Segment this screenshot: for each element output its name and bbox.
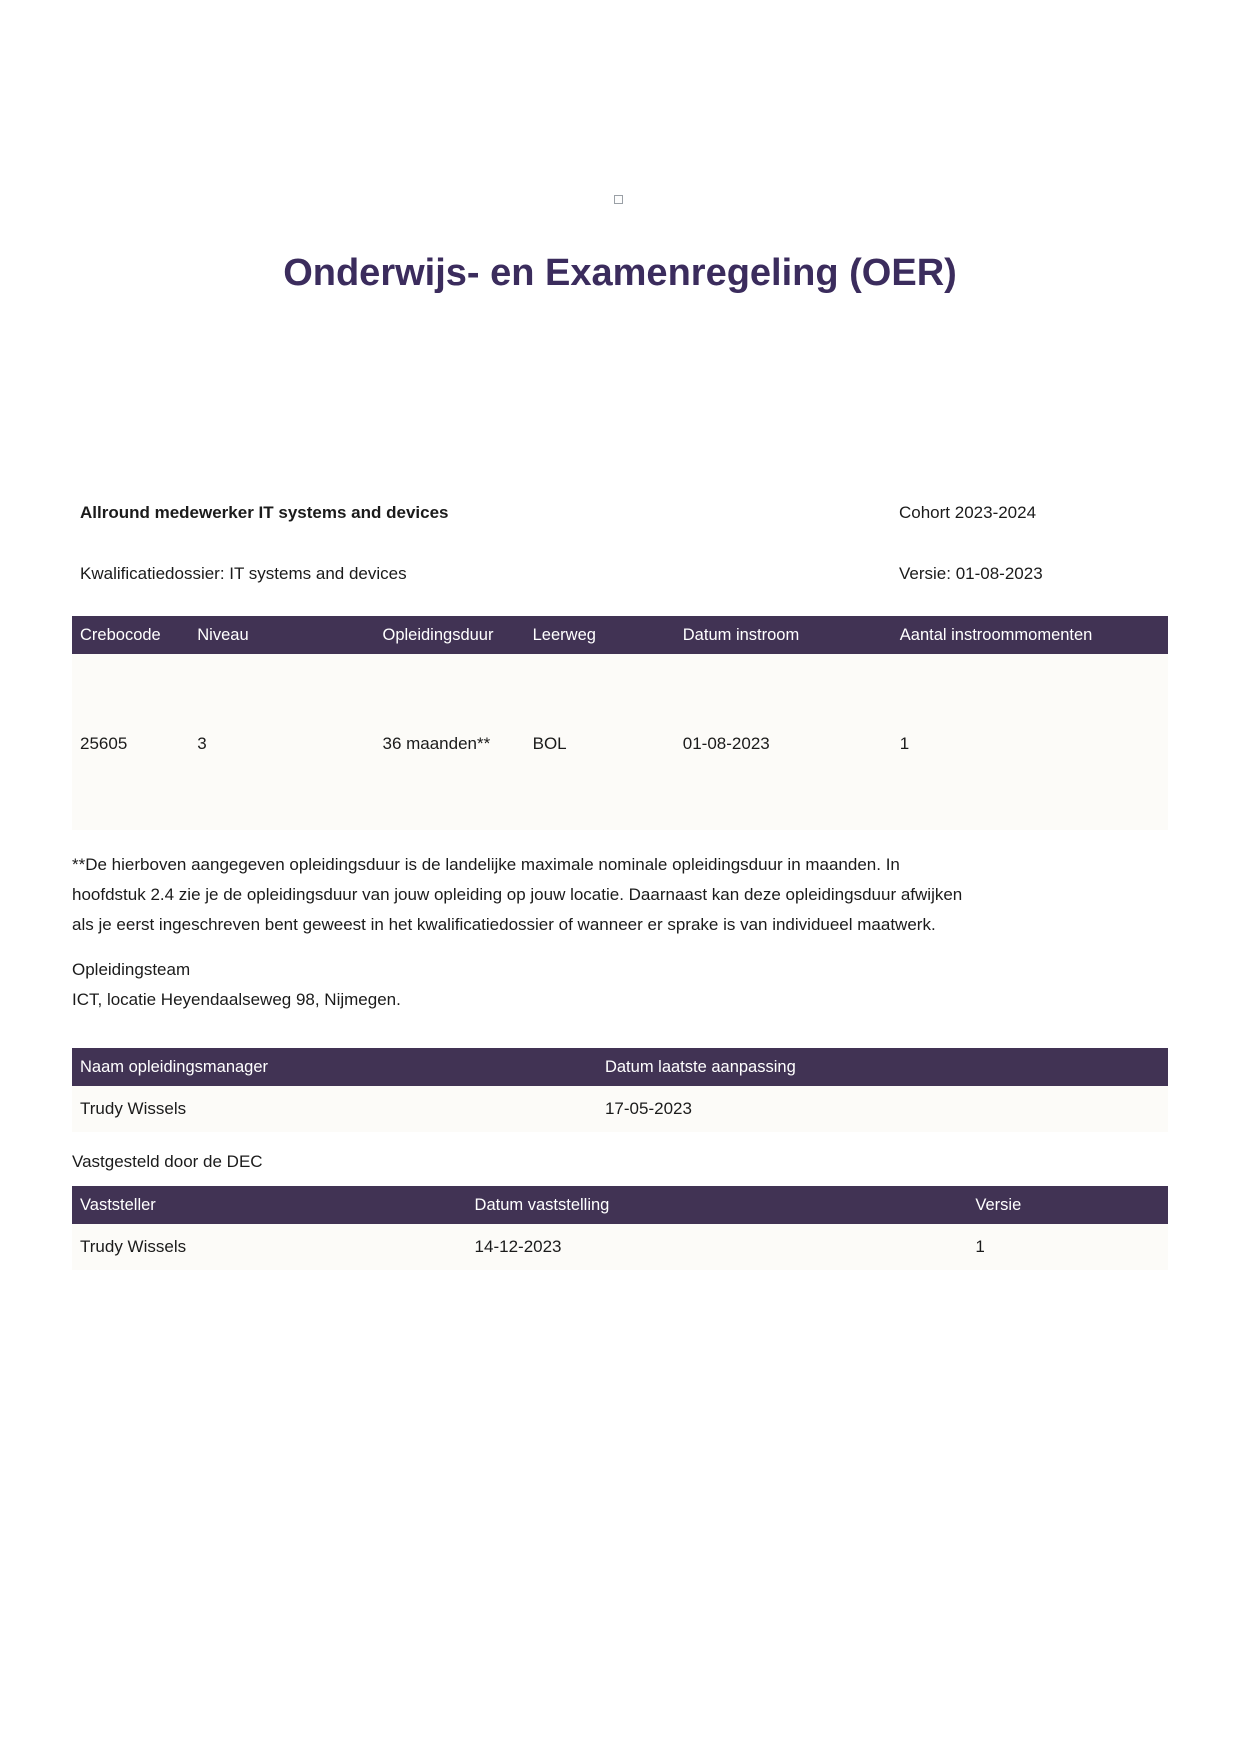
dossier-version-row xyxy=(72,563,1168,585)
program-cohort-row xyxy=(72,502,1168,524)
column-header-leerweg: Leerweg xyxy=(532,625,596,644)
team-section xyxy=(72,955,1168,1015)
team-location: ICT, locatie Heyendaalseweg 98, Nijmegen. xyxy=(72,990,401,1009)
column-header-datum-vaststelling: Datum vaststelling xyxy=(474,1195,610,1214)
approval-table-header xyxy=(72,1186,1168,1224)
versie-value: 1 xyxy=(975,1237,985,1256)
duration-note-line: als je eerst ingeschreven bent geweest in het kwalificatiedossier of wanneer er sprake is van individueel maatwerk. xyxy=(72,915,936,934)
aantal-instroommomenten-value: 1 xyxy=(899,734,910,753)
approval-table-row xyxy=(72,1224,1168,1270)
datum-instroom-value: 01-08-2023 xyxy=(682,734,770,753)
missing-image-placeholder-icon xyxy=(614,195,623,204)
manager-table-header xyxy=(72,1048,1168,1086)
approval-table xyxy=(72,1186,1168,1270)
column-header-naam-opleidingsmanager: Naam opleidingsmanager xyxy=(80,1057,269,1076)
column-header-datum-instroom: Datum instroom xyxy=(682,625,800,644)
intake-table-row xyxy=(72,654,1168,830)
column-header-vaststeller: Vaststeller xyxy=(80,1195,156,1214)
column-header-aantal-instroommomenten: Aantal instroommomenten xyxy=(899,625,1093,644)
manager-table-row xyxy=(72,1086,1168,1132)
column-header-crebocode: Crebocode xyxy=(80,625,161,644)
page-title: Onderwijs- en Examenregeling (OER) xyxy=(283,252,957,294)
versie-label: Versie: 01-08-2023 xyxy=(899,564,1043,583)
duration-note-line: hoofdstuk 2.4 zie je de opleidingsduur van jouw opleiding op jouw locatie. Daarnaast kan deze opleidingsduur afwijken xyxy=(72,885,963,904)
kwalificatiedossier-label: Kwalificatiedossier: IT systems and devices xyxy=(80,564,407,583)
duration-note-line: **De hierboven aangegeven opleidingsduur is de landelijke maximale nominale opleidingsduur in maanden. In xyxy=(72,855,900,874)
column-header-datum-laatste-aanpassing: Datum laatste aanpassing xyxy=(604,1057,796,1076)
column-header-versie: Versie xyxy=(975,1195,1022,1214)
manager-table xyxy=(72,1048,1168,1132)
intake-table xyxy=(72,616,1168,830)
vaststeller-value: Trudy Wissels xyxy=(80,1237,187,1256)
intake-table-header xyxy=(72,616,1168,654)
niveau-value: 3 xyxy=(197,734,207,753)
opleidingsduur-value: 36 maanden** xyxy=(382,734,491,753)
leerweg-value: BOL xyxy=(532,734,567,753)
column-header-opleidingsduur: Opleidingsduur xyxy=(382,625,494,644)
program-name: Allround medewerker IT systems and devices xyxy=(80,503,449,522)
cohort-label: Cohort 2023-2024 xyxy=(899,503,1037,522)
datum-vaststelling-value: 14-12-2023 xyxy=(474,1237,562,1256)
column-header-niveau: Niveau xyxy=(197,625,249,644)
approval-heading: Vastgesteld door de DEC xyxy=(72,1152,263,1171)
team-label: Opleidingsteam xyxy=(72,960,191,979)
duration-note xyxy=(72,850,1168,940)
crebocode-value: 25605 xyxy=(80,734,128,753)
opleidingsmanager-name-value: Trudy Wissels xyxy=(80,1099,187,1118)
datum-laatste-aanpassing-value: 17-05-2023 xyxy=(604,1099,692,1118)
